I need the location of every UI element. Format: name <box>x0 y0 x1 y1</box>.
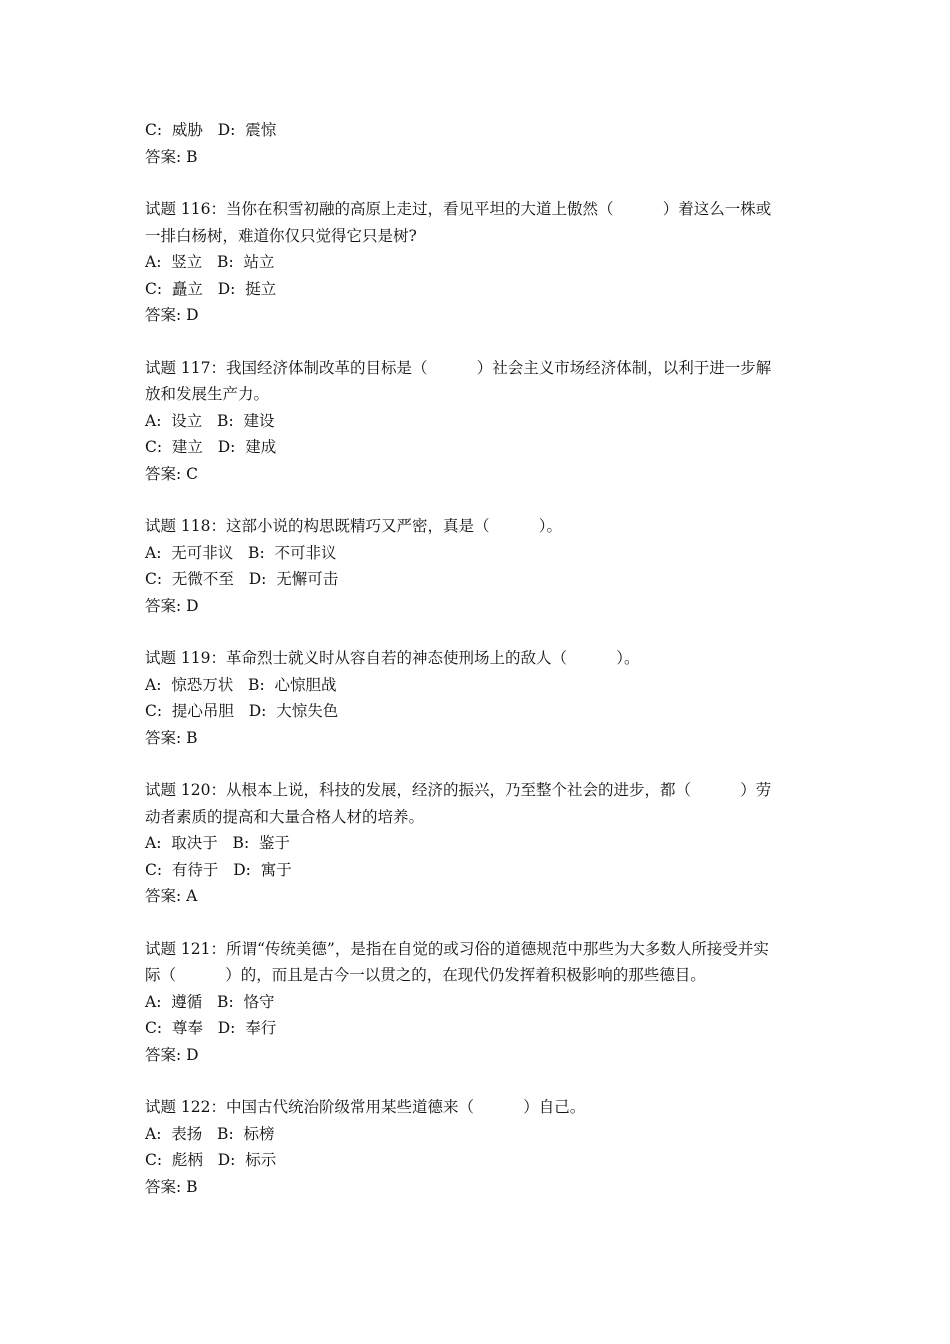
question-120 <box>145 777 810 910</box>
question-121 <box>145 936 810 1069</box>
question-text-line-2: 际（ ）的，而且是古今一以贯之的，在现代仍发挥着积极影响的那些德目。 <box>145 966 706 984</box>
question-text-line-1: 试题 118：这部小说的构思既精巧又严密，真是（ ）。 <box>145 517 563 535</box>
options-line-2: C: 无微不至 D: 无懈可击 <box>145 570 339 588</box>
answer-line: 答案: D <box>145 1045 199 1064</box>
question-text-line-1: 试题 119：革命烈士就义时从容自若的神态使刑场上的敌人（ ）。 <box>145 649 640 667</box>
options-line-2: C: 矗立 D: 挺立 <box>145 279 277 298</box>
answer-line: 答案: B <box>145 147 198 166</box>
question-text-line-2: 放和发展生产力。 <box>145 385 270 403</box>
question-117 <box>145 355 810 488</box>
options-line-2: C: 提心吊胆 D: 大惊失色 <box>145 702 339 720</box>
question-text-line-1: 试题 122：中国古代统治阶级常用某些道德来（ ）自己。 <box>145 1098 586 1116</box>
options-line-1: A: 无可非议 B: 不可非议 <box>145 543 337 562</box>
question-115-continued <box>145 117 810 170</box>
question-119 <box>145 645 810 751</box>
question-text-line-1: 试题 116：当你在积雪初融的高原上走过，看见平坦的大道上傲然（ ）着这么一株或 <box>145 200 772 218</box>
answer-line: 答案: D <box>145 306 199 324</box>
options-line-2: C: 彪柄 D: 标示 <box>145 1151 277 1169</box>
options-line-2: C: 尊奉 D: 奉行 <box>145 1019 277 1037</box>
options-line-1: A: 取决于 B: 鉴于 <box>145 834 291 852</box>
answer-line: 答案: B <box>145 728 198 747</box>
question-text-line-2: 一排白杨树，难道你仅只觉得它只是树? <box>145 226 417 245</box>
options-line-2: C: 建立 D: 建成 <box>145 438 277 456</box>
options-line-1: A: 表扬 B: 标榜 <box>145 1124 275 1143</box>
answer-line: 答案: A <box>145 887 198 905</box>
question-text-line-1: 试题 121：所谓“传统美德”，是指在自觉的或习俗的道德规范中那些为大多数人所接受并实 <box>145 939 769 958</box>
question-118 <box>145 513 810 619</box>
question-122 <box>145 1094 810 1200</box>
options-line-1: A: 遵循 B: 恪守 <box>145 992 275 1011</box>
answer-line: 答案: D <box>145 596 199 615</box>
options-line-1: A: 竖立 B: 站立 <box>145 253 275 271</box>
answer-line: 答案: B <box>145 1177 198 1196</box>
options-line-1: A: 惊恐万状 B: 心惊胆战 <box>145 675 337 694</box>
options-line-2: C: 有待于 D: 寓于 <box>145 860 292 879</box>
question-text-line-1: 试题 120：从根本上说，科技的发展，经济的振兴，乃至整个社会的进步，都（ ）劳 <box>145 781 772 799</box>
options-line-2: C: 威胁 D: 震惊 <box>145 121 277 139</box>
question-text-line-2: 动者素质的提高和大量合格人材的培养。 <box>145 807 425 826</box>
question-116 <box>145 196 810 329</box>
question-text-line-1: 试题 117：我国经济体制改革的目标是（ ）社会主义市场经济体制，以利于进一步解 <box>145 358 772 377</box>
options-line-1: A: 设立 B: 建设 <box>145 411 275 430</box>
document-page <box>145 117 810 1226</box>
answer-line: 答案: C <box>145 464 199 483</box>
